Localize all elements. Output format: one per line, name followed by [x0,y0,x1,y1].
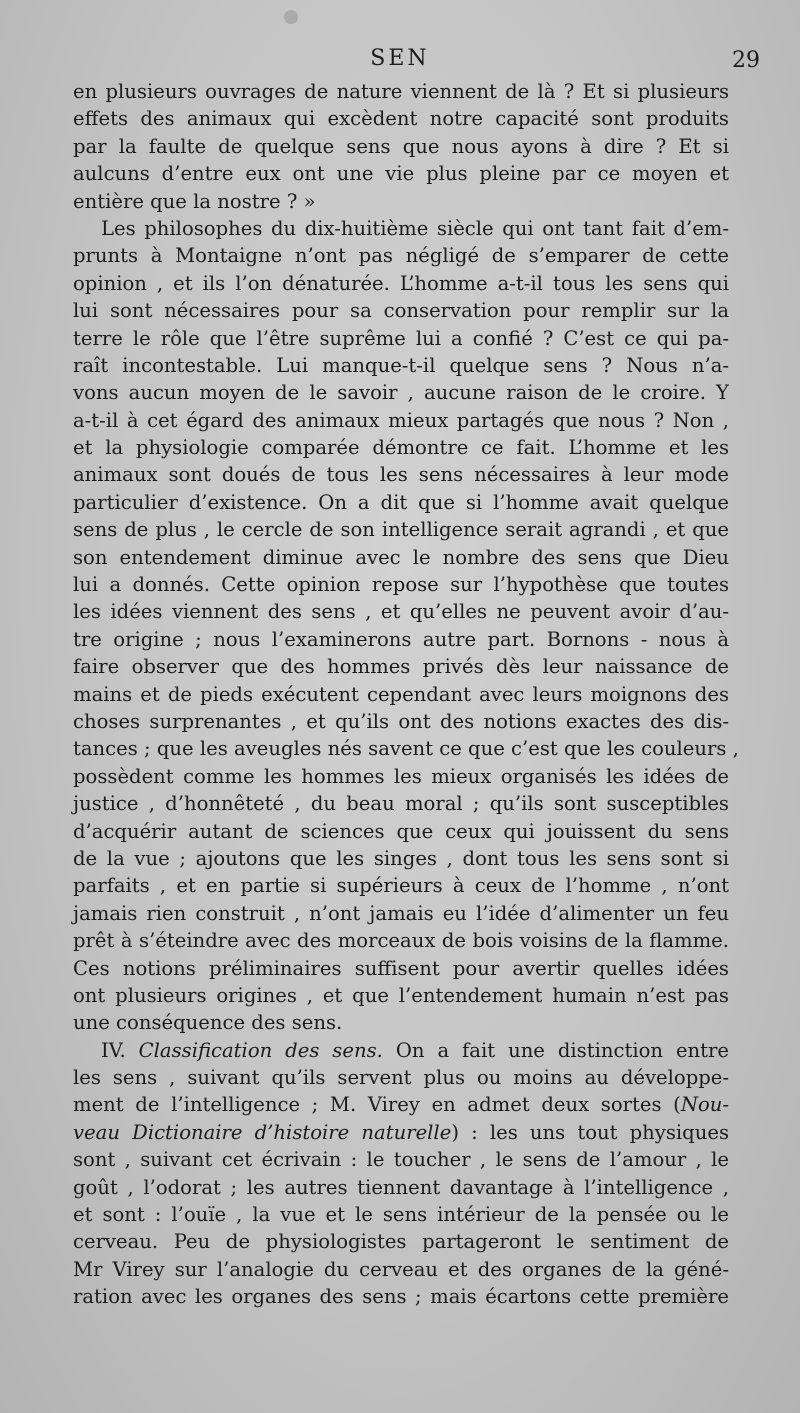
text-line: justice , d’honnêteté , du beau moral ; qu’ils sont susceptibles [73,792,729,816]
text-line: en plusieurs ouvrages de nature viennent de là ? Et si plusieurs [73,80,729,103]
text-line: lui sont nécessaires pour sa conservation pour remplir sur la [73,299,729,323]
text-line: par la faulte de quelque sens que nous ayons à dire ? Et si [73,134,729,158]
section-heading-line: IV. Classification des sens. On a fait une distinction entre [101,1038,729,1062]
text-line: sont , suivant cet écrivain : le toucher , le sens de l’amour , le [73,1148,729,1172]
text-line: raît incontestable. Lui manque-t-il quelque sens ? Nous n’a- [73,353,729,377]
text-line: une conséquence des sens. [73,1011,343,1035]
text-line: jamais rien construit , n’ont jamais eu l’idée d’alimenter un feu [73,901,729,925]
text-line: prêt à s’éteindre avec des morceaux de bois voisins de la flamme. [73,929,729,953]
text-line: et sont : l’ouïe , la vue et le sens intérieur de la pensée ou le [73,1203,729,1227]
running-head: SEN [370,46,430,71]
text-line: tances ; que les aveugles nés savent ce que c’est que les couleurs , [73,737,739,761]
text-line: cerveau. Peu de physiologistes partageront le sentiment de [73,1230,729,1254]
page-number: 29 [732,48,760,73]
text-line: sens de plus , le cercle de son intelligence serait agrandi , et que [73,518,729,542]
text-line: entière que la nostre ? » [73,189,316,213]
text-line: lui a donnés. Cette opinion repose sur l’hypothèse que toutes [73,573,729,597]
text-line: ment de l’intelligence ; M. Virey en admet deux sortes (Nou- [73,1093,729,1117]
text-line: Mr Virey sur l’analogie du cerveau et des organes de la géné- [73,1257,729,1281]
text-line: prunts à Montaigne n’ont pas négligé de s’emparer de cette [73,244,729,268]
text-line: ration avec les organes des sens ; mais écartons cette première [73,1285,729,1309]
text-line: les idées viennent des sens , et qu’elles ne peuvent avoir d’au- [73,600,729,624]
text-line: possèdent comme les hommes les mieux organisés les idées de [73,764,729,788]
text-line: faire observer que des hommes privés dès leur naissance de [73,655,729,679]
text-line: terre le rôle que l’être suprême lui a confié ? C’est ce qui pa- [73,326,729,350]
text-line: animaux sont doués de tous les sens nécessaires à leur mode [73,463,729,487]
text-line: parfaits , et en partie si supérieurs à ceux de l’homme , n’ont [73,874,729,898]
text-line: son entendement diminue avec le nombre des sens que Dieu [73,545,729,569]
text-line: a-t-il à cet égard des animaux mieux partagés que nous ? Non , [73,408,729,432]
text-line: Les philosophes du dix-huitième siècle qui ont tant fait d’em- [101,216,729,240]
text-line: veau Dictionaire d’histoire naturelle) : les uns tout physiques [73,1120,729,1144]
text-line: goût , l’odorat ; les autres tiennent davantage à l’intelligence , [73,1175,729,1199]
text-line: mains et de pieds exécutent cependant avec leurs moignons des [73,682,729,706]
text-line: d’acquérir autant de sciences que ceux qui jouissent du sens [73,819,729,843]
text-line: Ces notions préliminaires suffisent pour avertir quelles idées [73,956,729,980]
text-line: opinion , et ils l’on dénaturée. L’homme a-t-il tous les sens qui [73,271,729,295]
text-line: aulcuns d’entre eux ont une vie plus pleine par ce moyen et [73,162,729,186]
text-line: particulier d’existence. On a dit que si l’homme avait quelque [73,490,729,514]
text-line: tre origine ; nous l’examinerons autre part. Bornons - nous à [73,627,729,651]
text-line: choses surprenantes , et qu’ils ont des notions exactes des dis- [73,709,729,733]
ink-stain [284,10,298,24]
text-line: ont plusieurs origines , et que l’entendement humain n’est pas [73,983,729,1007]
text-line: effets des animaux qui excèdent notre capacité sont produits [73,107,729,131]
text-line: les sens , suivant qu’ils servent plus ou moins au développe- [73,1066,729,1090]
body-text [73,78,739,1311]
page-header [0,46,800,78]
text-line: de la vue ; ajoutons que les singes , dont tous les sens sont si [73,846,729,870]
text-line: vons aucun moyen de le savoir , aucune raison de le croire. Y [73,381,729,405]
text-line: et la physiologie comparée démontre ce fait. L’homme et les [73,436,729,460]
